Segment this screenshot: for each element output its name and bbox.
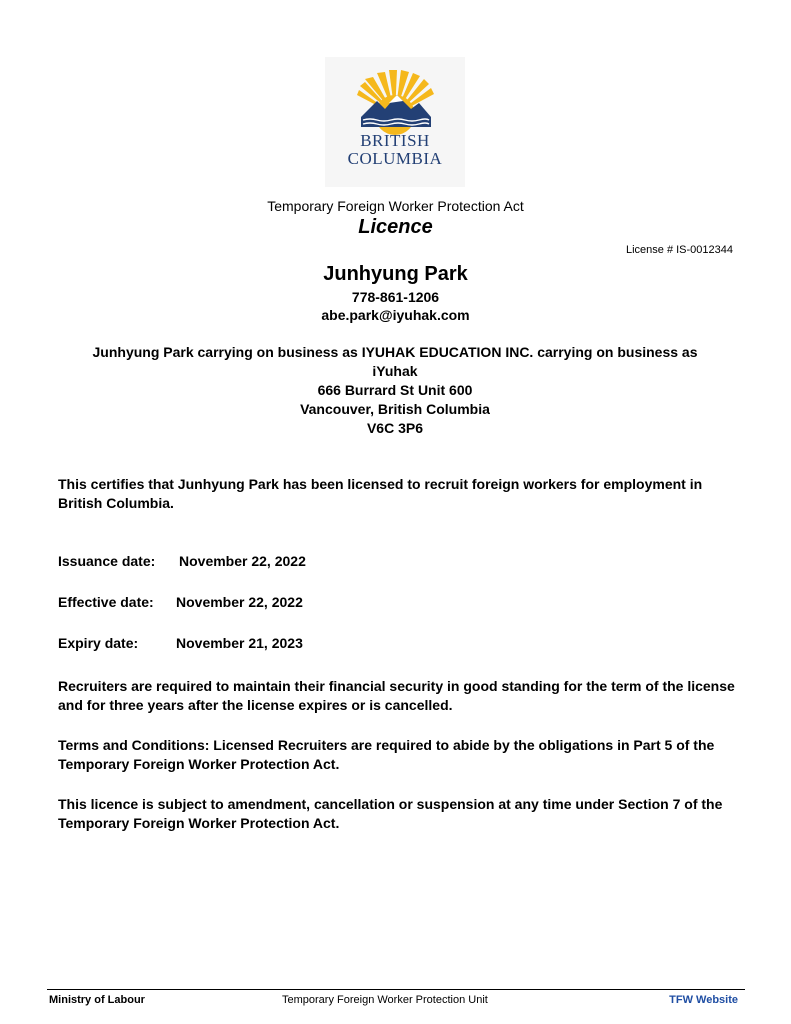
holder-email: abe.park@iyuhak.com <box>321 307 470 323</box>
issuance-date-value: November 22, 2022 <box>179 553 306 569</box>
business-street: 666 Burrard St Unit 600 <box>317 382 473 398</box>
issuance-date-row <box>58 553 306 569</box>
expiry-date-label: Expiry date: <box>58 635 139 651</box>
business-line-2: iYuhak <box>372 363 418 379</box>
expiry-date-row <box>58 635 303 651</box>
document-title: Licence <box>358 216 433 238</box>
footer-divider <box>47 989 745 990</box>
terms-paragraph: Terms and Conditions: Licensed Recruiters are required to abide by the obligations in Part 5 of the Temporary Foreign Worker Protection Act. <box>58 737 715 772</box>
business-line-1: Junhyung Park carrying on business as IYUHAK EDUCATION INC. carrying on business as <box>92 344 698 360</box>
subject-to-paragraph: This licence is subject to amendment, cancellation or suspension at any time under Section 7 of the Temporary Foreign Worker Protection Act. <box>58 796 723 831</box>
logo-text-columbia: COLUMBIA <box>347 149 443 168</box>
business-postal: V6C 3P6 <box>366 420 424 436</box>
footer-ministry: Ministry of Labour <box>49 994 145 1006</box>
certification-paragraph: This certifies that Junhyung Park has been licensed to recruit foreign workers for employment in British Columbia. <box>58 476 703 511</box>
financial-security-paragraph: Recruiters are required to maintain their financial security in good standing for the term of the license and for three years after the license expires or is cancelled. <box>58 678 735 713</box>
holder-phone: 778-861-1206 <box>351 289 440 305</box>
business-city: Vancouver, British Columbia <box>300 401 490 417</box>
effective-date-label: Effective date: <box>58 594 154 610</box>
holder-name: Junhyung Park <box>323 263 468 285</box>
bc-logo <box>325 57 465 187</box>
act-title: Temporary Foreign Worker Protection Act <box>267 198 524 214</box>
effective-date-value: November 22, 2022 <box>176 594 303 610</box>
footer-unit: Temporary Foreign Worker Protection Unit <box>282 994 488 1006</box>
effective-date-row <box>58 594 303 610</box>
tfw-website-link[interactable]: TFW Website <box>669 994 738 1006</box>
issuance-date-label: Issuance date: <box>58 553 156 569</box>
logo-text-british: BRITISH <box>360 131 430 150</box>
license-number: License # IS-0012344 <box>625 244 733 256</box>
bc-sun-mountain-icon <box>325 57 465 137</box>
business-address-block <box>55 343 735 438</box>
expiry-date-value: November 21, 2023 <box>176 635 303 651</box>
